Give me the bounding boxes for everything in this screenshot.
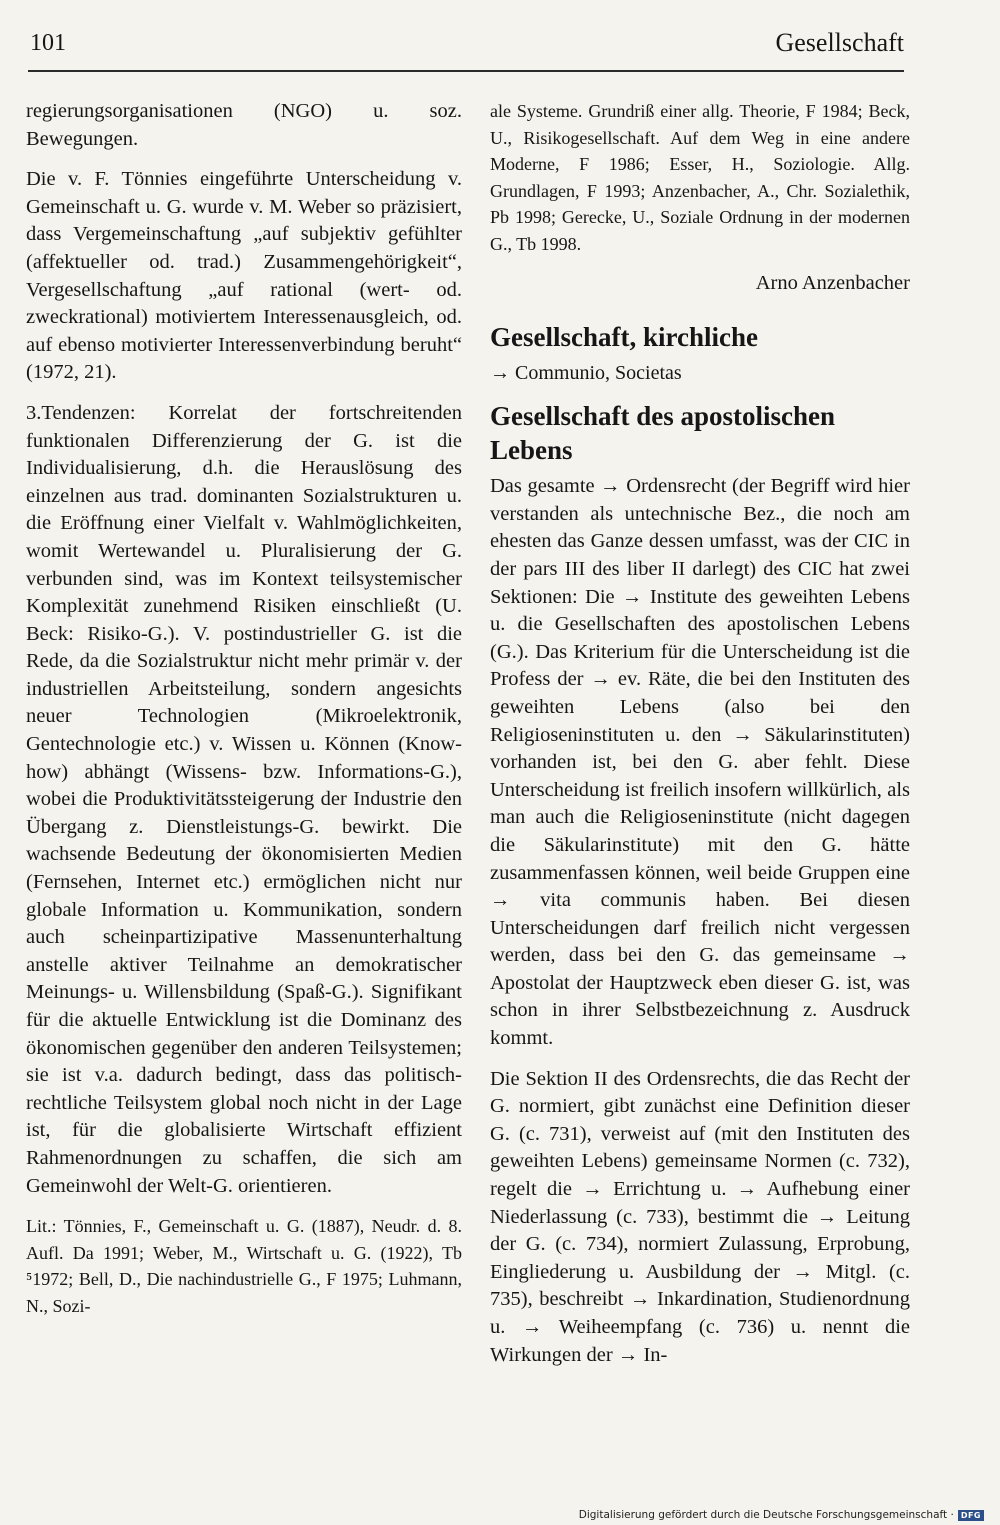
header-rule (28, 70, 904, 72)
paragraph: Das gesamte → Ordensrecht (der Begriff wird hier verstanden als untechnische Bez., die noch am ehesten das Ganze dessen umfasst, was der CIC in der pars III des liber II darlegt) des CIC hat zwei Sektionen: Die → Institute des geweihten Lebens u. die Gesellschaften des apostolischen Lebens (G.). Das Kriterium für die Unterscheidung ist die Profess der → ev. Räte, die bei den Instituten des geweihten Lebens (also bei den Religioseninstituten u. den → Säkularinstituten) vorhanden ist, bei den G. aber fehlt. Diese Unterscheidung ist freilich insofern willkürlich, als man auch die Religioseninstitute (nicht dagegen die Säkularinstitute) mit den G. hätte zusammenfassen können, weil beide Gruppen eine → vita communis haben. Bei diesen Unterscheidungen darf freilich nicht vergessen werden, dass bei den G. das gemeinsame → Apostolat der Hauptzweck eben dieser G. ist, was schon in ihrer Selbstbezeichnung z. Ausdruck kommt. (490, 475, 910, 1050)
entry-title: Gesellschaft des apostolischen Lebens (490, 401, 836, 466)
dfg-logo-icon: DFG (958, 1510, 984, 1521)
paragraph: regierungsorganisationen (NGO) u. soz. Bewegungen. (26, 100, 462, 150)
digitization-credit (579, 1509, 984, 1521)
paragraph: 3.Tendenzen: Korrelat der fortschreitenden funktionalen Differenzierung der G. ist die Individualisierung, d.h. die Herauslösung des einzelnen aus trad. dominanten Sozialstrukturen u. die Eröffnung einer Vielfalt v. Wahlmöglichkeiten, womit Wertewandel u. Pluralisierung der G. verbunden sind, was im Kontext teilsystemischer Komplexität zunehmend Risiken einschließt (U. Beck: Risiko-G.). V. postindustrieller G. ist die Rede, da die Sozialstruktur nicht mehr primär v. der industriellen Arbeitsteilung, sondern angesichts neuer Technologien (Mikroelektronik, Gentechnologie etc.) v. Wissen u. Können (Know-how) abhängt (Wissens- bzw. Informations-G.), wobei die Produktivitätssteigerung der Industrie den Übergang z. Dienstleistungs-G. bewirkt. Die wachsende Bedeutung der ökonomisierten Medien (Fernsehen, Internet etc.) ermöglichen nicht nur globale Information u. Kommunikation, sondern auch scheinpartizipative Massenunterhaltung anstelle aktiver Teilnahme an demokratischer Meinungs- u. Willensbildung (Spaß-G.). Signifikant für die aktuelle Entwicklung ist die Dominanz des ökonomischen gegenüber den anderen Teilsystemen; sie ist v.a. dadurch bedingt, dass das politisch-rechtliche Teilsystem global noch nicht in der Lage ist, für die globalisierte Wirtschaft effizient Rahmenordnungen zu schaffen, die sich am Gemeinwohl der Welt-G. orientieren. (26, 401, 462, 1197)
entry-title: Gesellschaft, kirchliche (490, 321, 758, 352)
literature-list: Lit.: Tönnies, F., Gemeinschaft u. G. (1887), Neudr. d. 8. Aufl. Da 1991; Weber, M., Wirtschaft u. G. (1922), Tb ⁵1972; Bell, D., Die nachindustrielle G., F 1975; Luhmann, N., Sozi- (26, 1216, 462, 1316)
cross-reference: → Communio, Societas (490, 361, 682, 384)
paragraph: Die v. F. Tönnies eingeführte Unterscheidung v. Gemeinschaft u. G. wurde v. M. Weber so präzisiert, dass Vergemeinschaftung „auf subjektiv gefühlter (affektueller od. trad.) Zusammengehörigkeit“, Vergesellschaftung „auf rational (wert- od. zweckrational) motiviertem Interessenausgleich, od. auf ebenso motivierter Interessenverbindung beruht“ (1972, 21). (26, 168, 462, 384)
paragraph: Die Sektion II des Ordensrechts, die das Recht der G. normiert, gibt zunächst eine Definition dieser G. (c. 731), verweist auf (mit den Instituten des geweihten Lebens) gemeinsame Normen (c. 732), regelt die → Errichtung u. → Aufhebung einer Niederlassung (c. 733), bestimmt die → Leitung der G. (c. 734), normiert Zulassung, Erprobung, Eingliederung u. Ausbildung der → Mitgl. (c. 735), beschreibt → Inkardination, Studienordnung u. → Weiheempfang (c. 736) u. nennt die Wirkungen der → In- (490, 1067, 910, 1366)
literature-list-continued: ale Systeme. Grundriß einer allg. Theorie, F 1984; Beck, U., Risikogesellschaft. Auf dem Weg in eine andere Moderne, F 1986; Esser, H., Soziologie. Allg. Grundlagen, F 1993; Anzenbacher, A., Chr. Sozialethik, Pb 1998; Gerecke, U., Soziale Ordnung in der modernen G., Tb 1998. (490, 101, 910, 254)
page-number: 101 (30, 30, 66, 56)
author-signature: Arno Anzenbacher (755, 272, 910, 294)
credit-text: Digitalisierung gefördert durch die Deutsche Forschungsgemeinschaft · (578, 1509, 954, 1521)
right-column (490, 98, 910, 1382)
running-head: Gesellschaft (775, 28, 904, 57)
left-column (26, 98, 462, 1332)
